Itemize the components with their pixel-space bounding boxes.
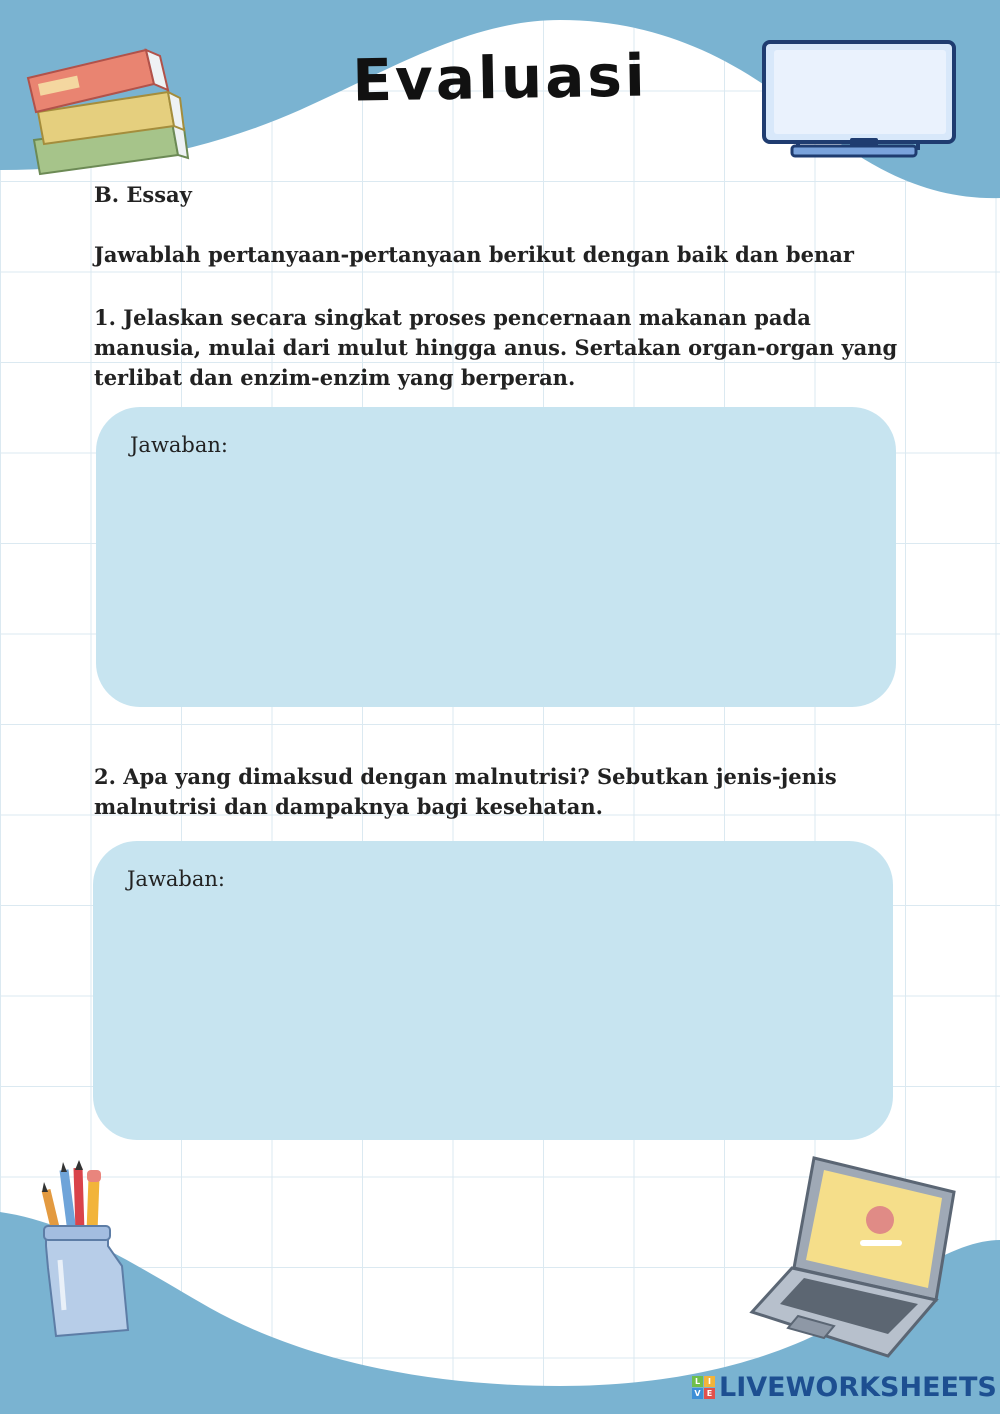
section-label: B. Essay [94,182,192,207]
logo-letter-e: E [704,1388,715,1399]
logo-letter-l: L [692,1376,703,1387]
answer-box-2[interactable] [93,841,893,1140]
answer-label-1: Jawaban: [130,433,228,457]
logo-letter-v: V [692,1388,703,1399]
answer-label-2: Jawaban: [127,867,225,891]
laptop-illustration [748,1150,962,1360]
cup [44,1226,128,1336]
pencil-cup-illustration [36,1160,136,1340]
question-2: 2. Apa yang dimaksud dengan malnutrisi? Sebutkan jenis-jenis malnutrisi dan dampaknya bagi kesehatan. [94,764,837,819]
liveworksheets-logo[interactable] [692,1372,997,1403]
instruction-text: Jawablah pertanyaan-pertanyaan berikut dengan baik dan benar [94,242,854,267]
logo-letter-i: I [704,1376,715,1387]
page-title: Evaluasi [351,41,649,115]
live-logo-icon [692,1376,715,1399]
brand-name: LIVEWORKSHEETS [719,1372,997,1403]
answer-box-1[interactable] [96,407,896,707]
question-1: 1. Jelaskan secara singkat proses pencernaan makanan pada manusia, mulai dari mulut hingga anus. Sertakan organ-organ yang terlibat dan enzim-enzim yang berperan. [94,305,898,390]
